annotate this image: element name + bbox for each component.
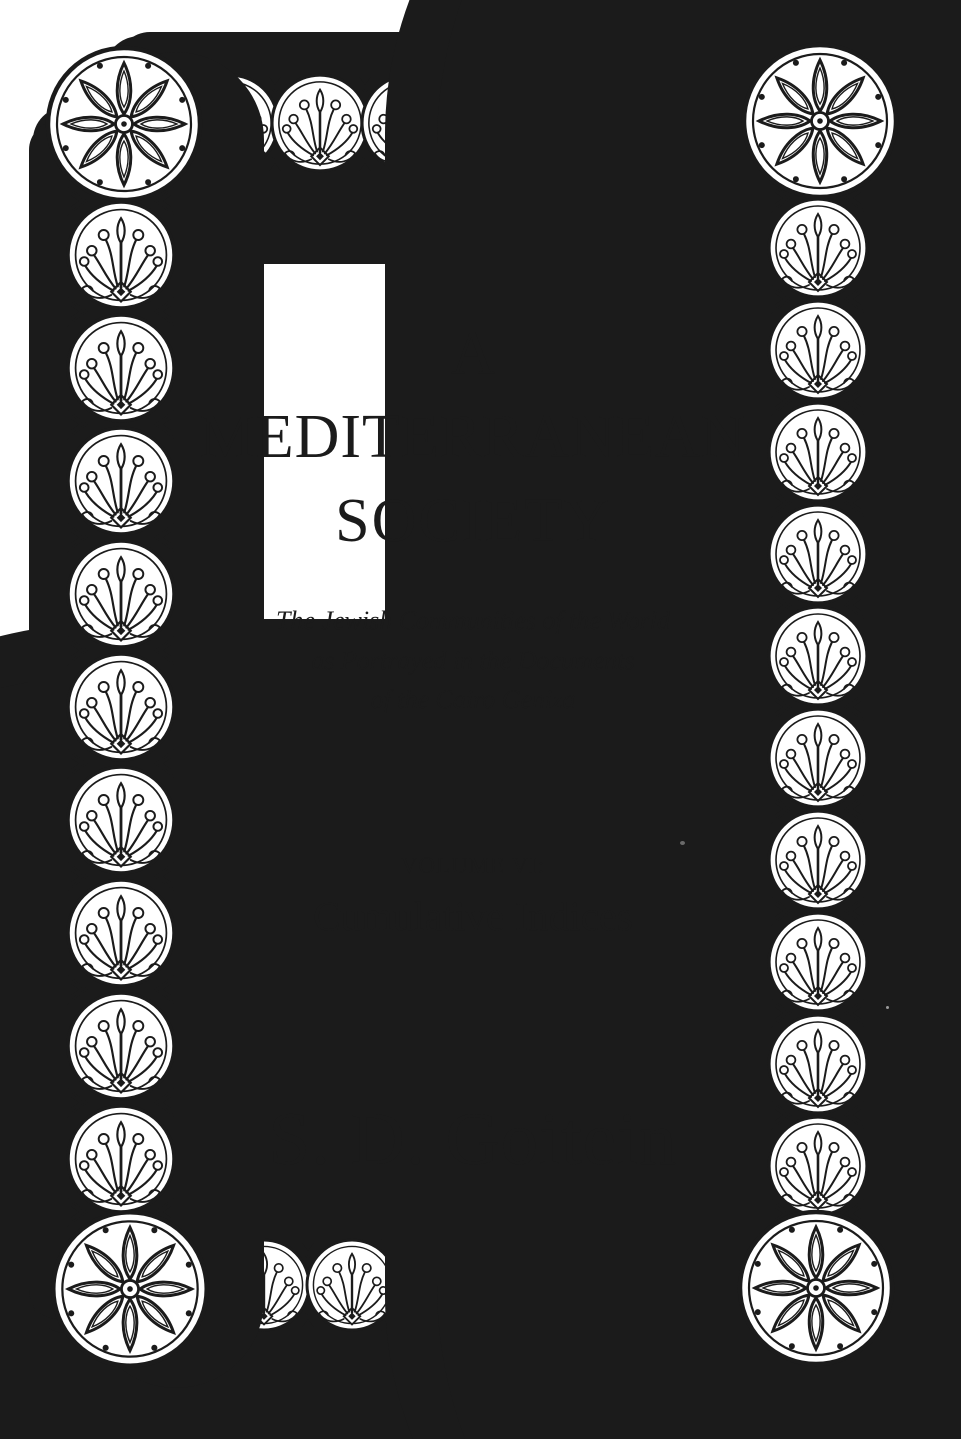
title-line-3: SOCIETY <box>335 487 611 555</box>
scan-speck <box>886 1006 889 1009</box>
volume-title: Cumulative Indices <box>313 893 633 939</box>
scan-speck <box>680 841 685 845</box>
subtitle-line-2: as Portrayed in the Documents <box>311 646 635 675</box>
title-line-2: MEDITERRANEAN <box>199 403 747 471</box>
title-line-1: A <box>450 320 496 388</box>
volume-label: VOLUME VI: <box>400 853 546 878</box>
subtitle-line-1: The Jewish Communities of the World <box>275 606 671 635</box>
subtitle-line-3: of the Cairo Geniza <box>370 685 576 714</box>
author-name: S. D. Goitein <box>268 1098 678 1181</box>
